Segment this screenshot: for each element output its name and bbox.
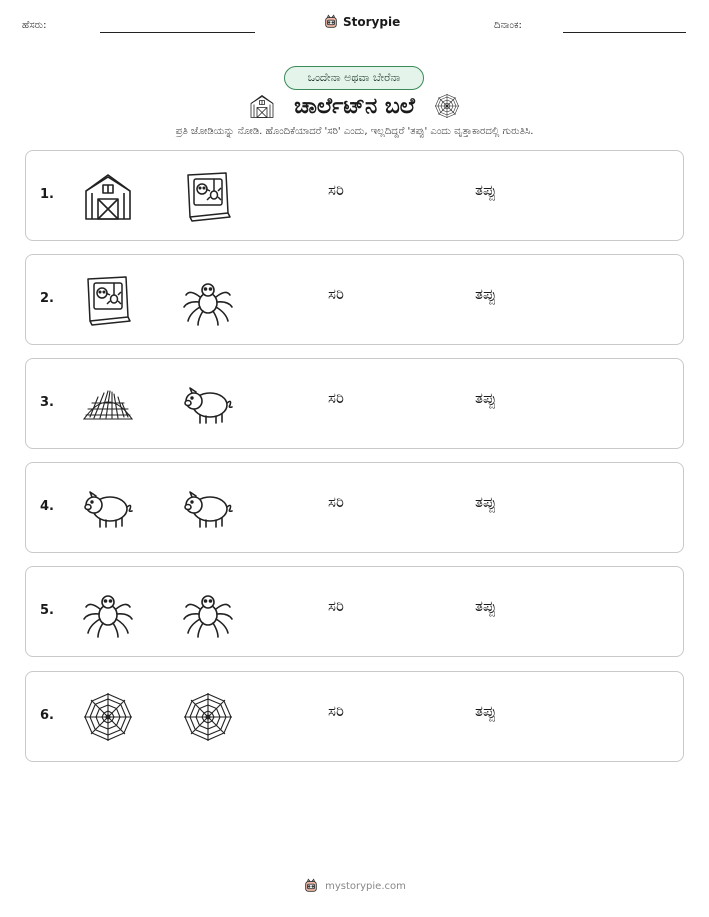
footer [0,878,709,894]
spider-web-icon [80,690,136,744]
true-option[interactable]: ಸರಿ [328,702,344,720]
true-option[interactable]: ಸರಿ [328,285,344,303]
spider-icon [80,585,136,639]
date-label: ದಿನಾಂಕ: [494,20,522,31]
pig-icon [80,481,136,535]
question-number: 3. [40,395,54,410]
instructions: ಪ್ರತಿ ಜೋಡಿಯನ್ನು ನೋಡಿ. ಹೊಂದಿಕೆಯಾದರೆ 'ಸರಿ' ಎಂದು, ಇಲ್ಲದಿದ್ದರೆ 'ತಪ್ಪು' ಎಂದು ವೃತ್ತಾಕಾರದಲ್ಲಿ ಗುರುತಿಸಿ. [175,126,534,137]
spider-web-icon [433,92,461,120]
question-number: 2. [40,291,54,306]
brand-logo [323,14,400,30]
header [0,12,709,40]
false-option[interactable]: ತಪ್ಪು [475,389,497,407]
false-option[interactable]: ತಪ್ಪು [475,181,497,199]
barn-icon [80,169,136,223]
true-option[interactable]: ಸರಿ [328,389,344,407]
book-icon [80,273,136,327]
question-row [25,462,684,553]
question-row [25,150,684,241]
question-row [25,566,684,657]
pig-icon [180,481,236,535]
false-option[interactable]: ತಪ್ಪು [475,493,497,511]
brand-name: Storypie [343,15,401,29]
hay-icon [80,377,136,431]
false-option[interactable]: ತಪ್ಪು [475,597,497,615]
footer-url: mystorypie.com [325,880,406,892]
question-number: 4. [40,499,54,514]
barn-icon [248,92,276,120]
false-option[interactable]: ತಪ್ಪು [475,285,497,303]
page-title: ಚಾರ್ಲೆಟ್‌ನ ಬಲೆ [294,93,415,119]
name-field-line[interactable] [100,32,255,33]
spider-icon [180,585,236,639]
spider-icon [180,273,236,327]
mascot-icon [323,14,339,30]
question-row [25,671,684,762]
true-option[interactable]: ಸರಿ [328,597,344,615]
true-option[interactable]: ಸರಿ [328,181,344,199]
title-row [0,90,709,122]
question-number: 5. [40,603,54,618]
question-row [25,358,684,449]
pig-icon [180,377,236,431]
question-number: 6. [40,708,54,723]
mascot-icon [303,878,319,894]
true-option[interactable]: ಸರಿ [328,493,344,511]
book-icon [180,169,236,223]
question-number: 1. [40,187,54,202]
false-option[interactable]: ತಪ್ಪು [475,702,497,720]
question-row [25,254,684,345]
activity-badge: ಒಂದೇನಾ ಅಥವಾ ಬೇರೆನಾ [284,66,424,90]
date-field-line[interactable] [563,32,686,33]
spider-web-icon [180,690,236,744]
name-label: ಹೆಸರು: [22,20,47,31]
